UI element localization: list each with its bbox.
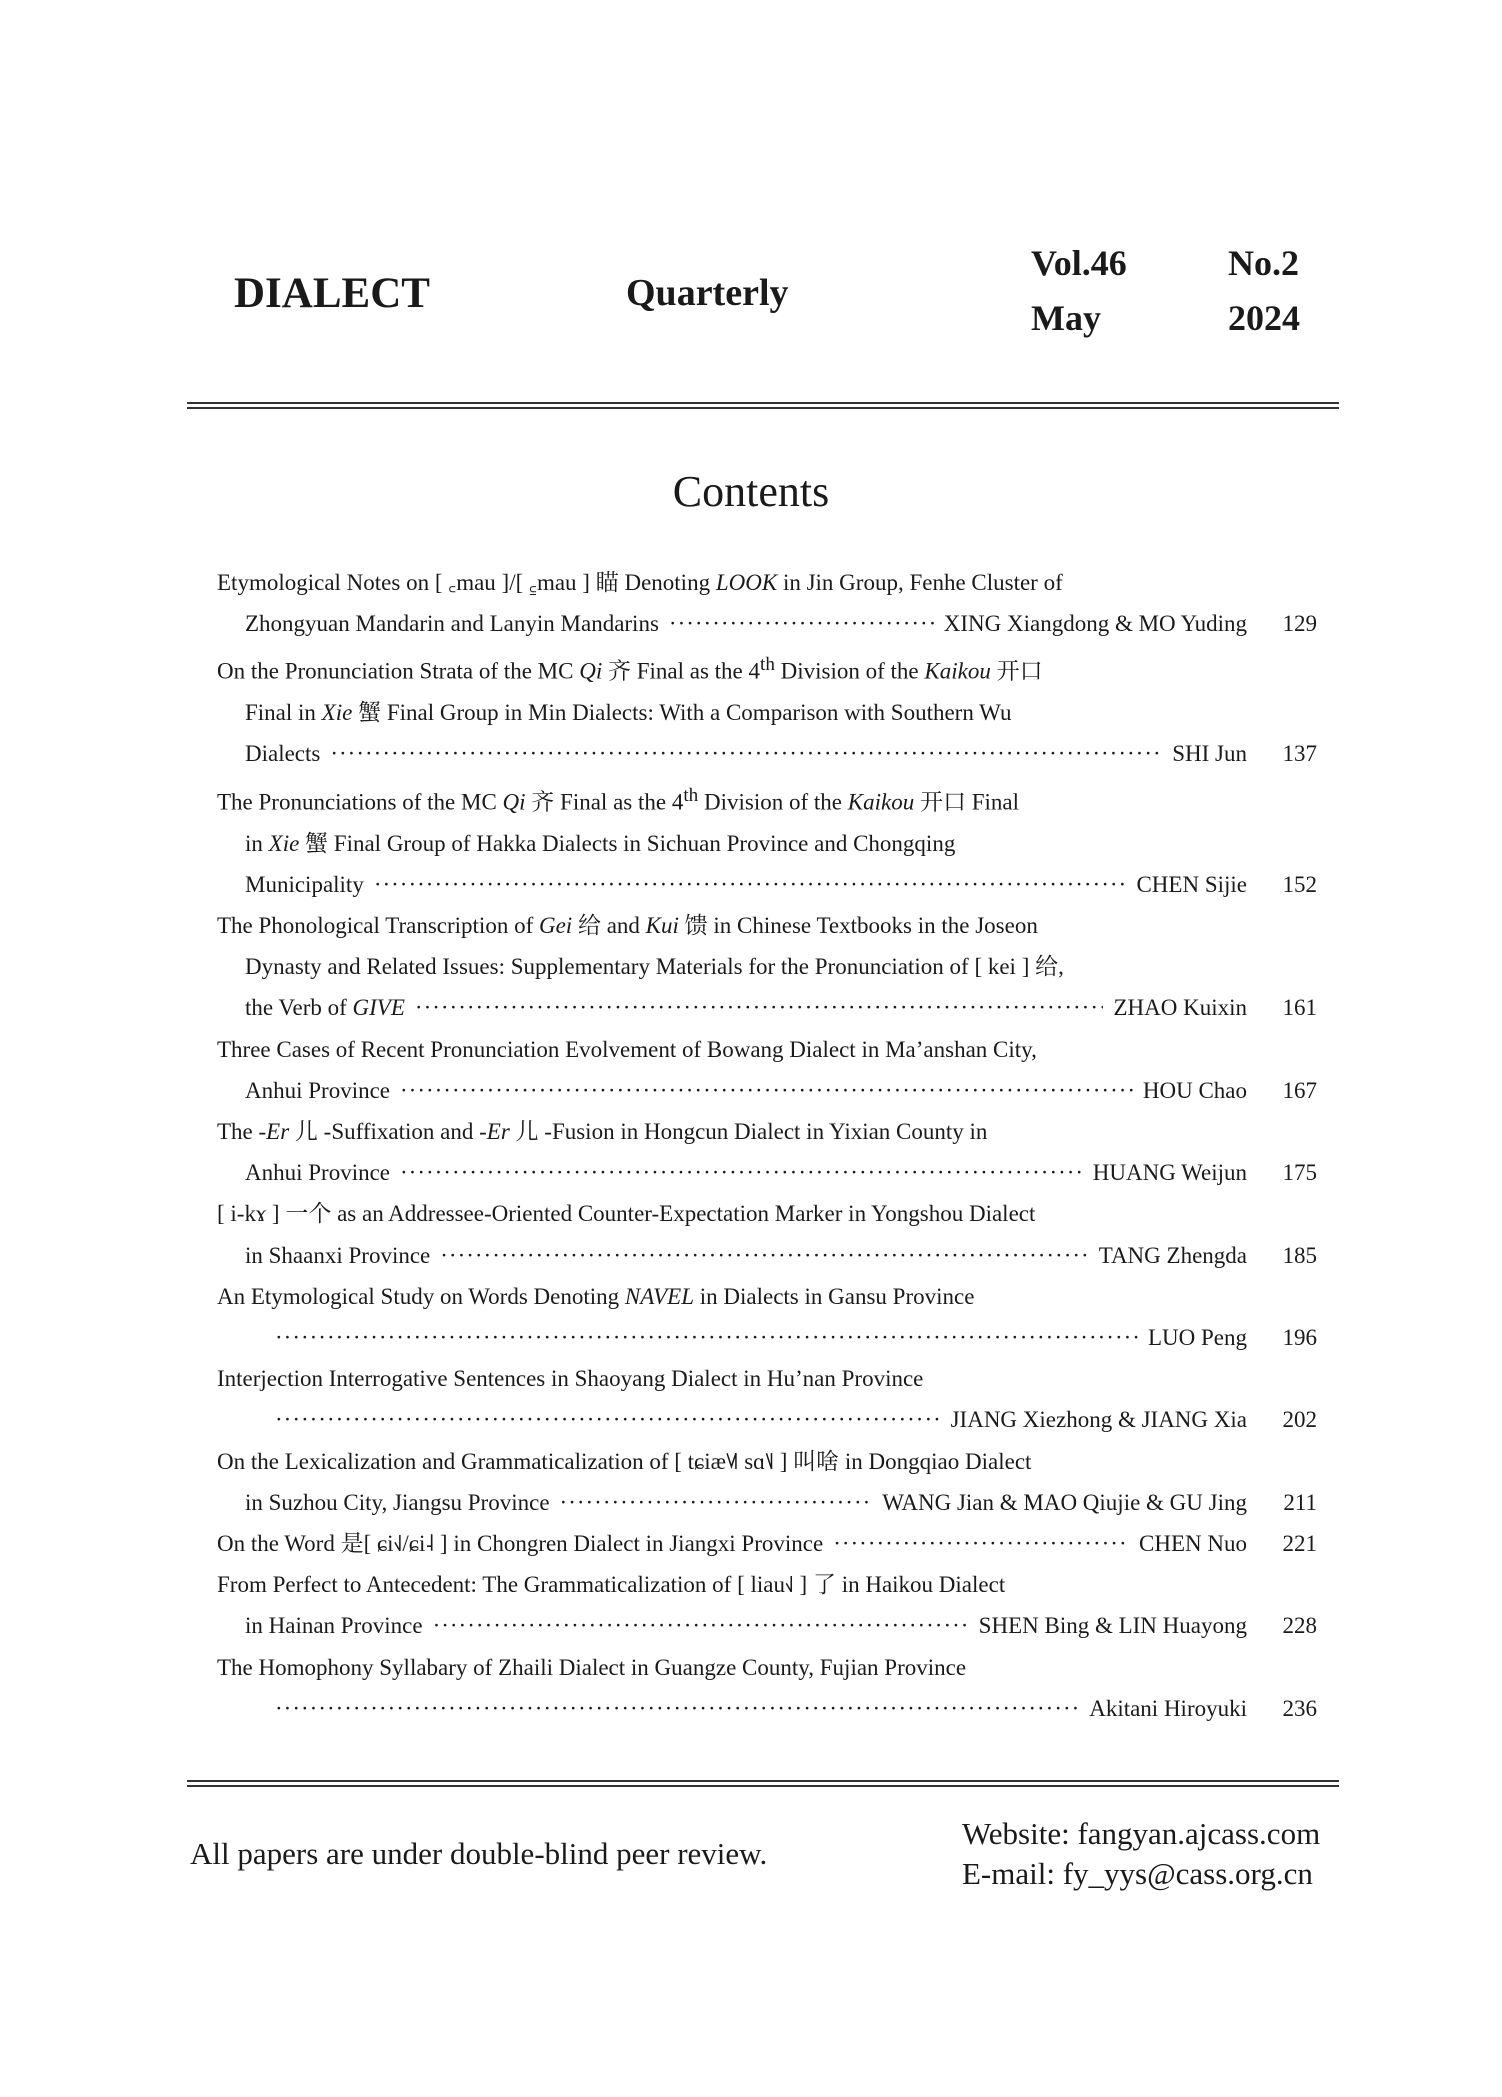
toc-entry[interactable]	[217, 905, 1317, 1029]
toc-entry-title-line: Municipality	[245, 871, 364, 897]
toc-entry-title-line: An Etymological Study on Words Denoting NAVEL in Dialects in Gansu Province	[217, 1283, 975, 1309]
toc-entry-page: 152	[1282, 871, 1317, 897]
toc-entry-title-line: From Perfect to Antecedent: The Grammaticalization of [ liau˧˩ ] 了 in Haikou Dialect	[217, 1572, 1006, 1598]
toc-entry-title-line: in Hainan Province	[245, 1613, 423, 1639]
toc-entry[interactable]	[217, 1564, 1317, 1646]
leader-dots	[275, 1317, 1138, 1358]
toc-entry-title-line: the Verb of GIVE	[245, 995, 405, 1021]
toc-entry-author: TANG Zhengda	[1098, 1242, 1247, 1268]
toc-entry-title-line: The Pronunciations of the MC Qi 齐 Final as the 4th Division of the Kaikou 开口 Final	[217, 784, 1019, 815]
toc-entry-page: 211	[1283, 1489, 1317, 1515]
volume-label: Vol.46	[1031, 243, 1127, 283]
toc-entry[interactable]	[217, 1111, 1317, 1193]
leader-dots	[374, 864, 1127, 905]
toc-entry-author: XING Xiangdong & MO Yuding	[943, 611, 1247, 637]
toc-entry[interactable]	[217, 644, 1317, 774]
toc-entry-page: 221	[1282, 1530, 1317, 1556]
toc-entry-page: 167	[1282, 1077, 1317, 1103]
toc-entry-title-line: in Shaanxi Province	[245, 1242, 431, 1268]
toc-entry-title-line: [ i-kɤ ] 一个 as an Addressee-Oriented Counter-Expectation Marker in Yongshou Dialect	[217, 1201, 1036, 1227]
toc-entry[interactable]	[217, 1523, 1317, 1564]
peer-review-note: All papers are under double-blind peer review.	[190, 1836, 768, 1871]
toc-entry-title-line: On the Lexicalization and Grammaticalization of [ tɕiæ˥˩˥ sɑ˥˩ ] 叫啥 in Dongqiao Dialect	[217, 1448, 1032, 1474]
leader-dots	[400, 1152, 1083, 1193]
toc-entry-author: WANG Jian & MAO Qiujie & GU Jing	[882, 1489, 1247, 1515]
website-line: Website: fangyan.ajcass.com	[962, 1816, 1321, 1851]
toc-entry-author: ZHAO Kuixin	[1113, 995, 1247, 1021]
toc-entry-title-line: Etymological Notes on [ ꜀mau ]/[ ꜁mau ] 瞄 Denoting LOOK in Jin Group, Fenhe Cluster of	[217, 570, 1063, 595]
toc-entry-author: SHEN Bing & LIN Huayong	[978, 1613, 1247, 1639]
toc-entry-title-line: Three Cases of Recent Pronunciation Evolvement of Bowang Dialect in Ma’anshan City,	[217, 1036, 1037, 1062]
toc-entry-page: 196	[1282, 1324, 1317, 1350]
table-of-contents	[217, 562, 1317, 1729]
leader-dots	[433, 1605, 969, 1646]
toc-entry-page: 185	[1282, 1242, 1317, 1268]
toc-entry-author: CHEN Nuo	[1139, 1530, 1247, 1556]
toc-entry-author: CHEN Sijie	[1136, 871, 1247, 897]
toc-entry[interactable]	[217, 1441, 1317, 1523]
toc-entry-page: 202	[1282, 1407, 1317, 1433]
toc-entry[interactable]	[217, 562, 1317, 644]
header-rule	[187, 402, 1339, 409]
leader-dots	[833, 1523, 1129, 1564]
toc-entry-author: Akitani Hiroyuki	[1089, 1695, 1247, 1721]
toc-entry[interactable]	[217, 775, 1317, 905]
toc-entry-page: 137	[1282, 741, 1317, 767]
toc-entry-author: SHI Jun	[1172, 741, 1247, 767]
leader-dots	[400, 1070, 1133, 1111]
toc-entry-title-line: The -Er 儿 -Suffixation and -Er 儿 -Fusion in Hongcun Dialect in Yixian County in	[217, 1118, 988, 1144]
toc-entry[interactable]	[217, 1276, 1317, 1358]
toc-entry-title-line: On the Pronunciation Strata of the MC Qi 齐 Final as the 4th Division of the Kaikou 开口	[217, 654, 1043, 685]
toc-entry-page: 161	[1282, 995, 1317, 1021]
toc-entry-title-line: Zhongyuan Mandarin and Lanyin Mandarins	[245, 611, 659, 637]
toc-entry-title-line: Final in Xie 蟹 Final Group in Min Dialects: With a Comparison with Southern Wu	[245, 700, 1012, 726]
toc-entry-author: HOU Chao	[1142, 1077, 1247, 1103]
leader-dots	[560, 1482, 873, 1523]
toc-entry[interactable]	[217, 1029, 1317, 1111]
contents-heading: Contents	[672, 467, 830, 516]
toc-entry-title-line: The Homophony Syllabary of Zhaili Dialect in Guangze County, Fujian Province	[217, 1654, 967, 1680]
toc-entry-page: 129	[1282, 611, 1317, 637]
toc-entry-title-line: On the Word 是[ ɕi˧˩/ɕi˨ ] in Chongren Dialect in Jiangxi Province	[217, 1530, 824, 1556]
toc-entry-title-line: Dialects	[245, 741, 321, 767]
toc-entry-title-line: in Suzhou City, Jiangsu Province	[245, 1489, 550, 1515]
toc-entry[interactable]	[217, 1358, 1317, 1440]
toc-entry[interactable]	[217, 1193, 1317, 1275]
email-line: E-mail: fy_yys@cass.org.cn	[962, 1856, 1313, 1891]
leader-dots	[275, 1688, 1079, 1729]
toc-entry[interactable]	[217, 1647, 1317, 1729]
toc-entry-title-line: The Phonological Transcription of Gei 给 and Kui 馈 in Chinese Textbooks in the Joseon	[217, 912, 1038, 938]
toc-entry-page: 236	[1282, 1695, 1317, 1721]
toc-entry-title-line: Interjection Interrogative Sentences in Shaoyang Dialect in Hu’nan Province	[217, 1366, 924, 1392]
toc-entry-title-line: Anhui Province	[245, 1077, 391, 1103]
leader-dots	[440, 1235, 1088, 1276]
toc-entry-title-line: Dynasty and Related Issues: Supplementary Materials for the Pronunciation of [ kei ] 给,	[245, 954, 1064, 980]
toc-entry-author: JIANG Xiezhong & JIANG Xia	[950, 1407, 1247, 1433]
toc-entry-title-line: in Xie 蟹 Final Group of Hakka Dialects in Sichuan Province and Chongqing	[245, 830, 956, 856]
leader-dots	[275, 1399, 941, 1440]
issue-number: No.2	[1228, 243, 1299, 283]
toc-entry-page: 228	[1282, 1613, 1317, 1639]
toc-entry-title-line: Anhui Province	[245, 1160, 391, 1186]
toc-entry-author: HUANG Weijun	[1092, 1160, 1247, 1186]
leader-dots	[415, 987, 1104, 1028]
footer-rule	[187, 1780, 1339, 1787]
issue-year: 2024	[1228, 298, 1300, 338]
leader-dots	[669, 603, 934, 644]
issue-month: May	[1031, 298, 1101, 338]
toc-entry-page: 175	[1282, 1160, 1317, 1186]
toc-entry-author: LUO Peng	[1147, 1324, 1247, 1350]
leader-dots	[330, 733, 1162, 774]
journal-title: DIALECT	[234, 270, 430, 317]
journal-frequency: Quarterly	[626, 272, 789, 314]
